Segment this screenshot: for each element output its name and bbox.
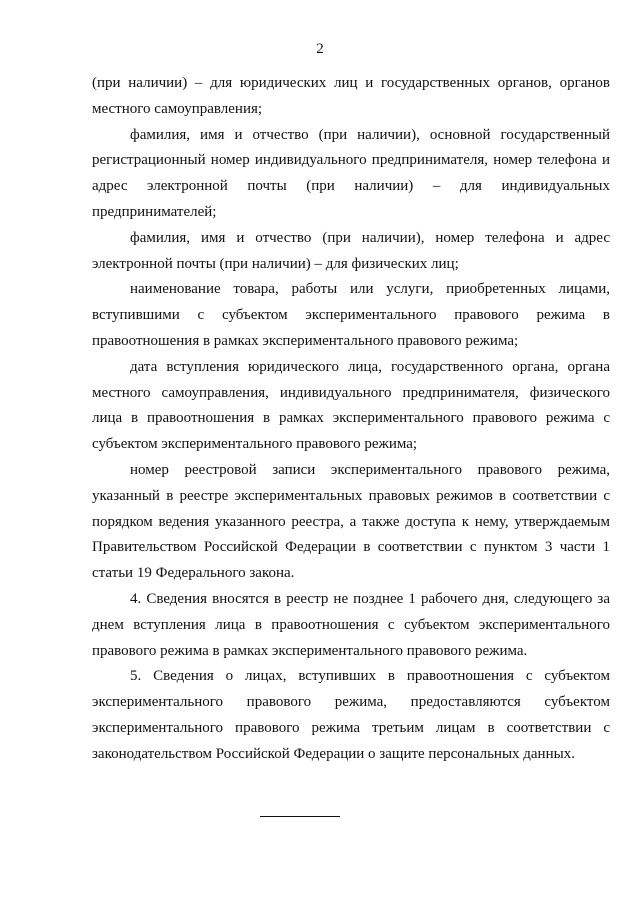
document-body (92, 71, 610, 768)
paragraph-5: дата вступления юридического лица, государственного органа, органа местного самоуправления, индивидуального предпринимателя, физического лица в правоотношения в рамках экспериментального правового режима с субъектом экспериментального правового режима; (92, 358, 610, 453)
page-number: 2 (316, 41, 324, 57)
paragraph-3: фамилия, имя и отчество (при наличии), номер телефона и адрес электронной почты (при наличии) – для физических лиц; (92, 229, 610, 272)
paragraph-1: (при наличии) – для юридических лиц и государственных органов, органов местного самоуправления; (92, 75, 610, 117)
paragraph-4: наименование товара, работы или услуги, приобретенных лицами, вступившими с субъектом экспериментального правового режима в правоотношения в рамках экспериментального правового режима; (92, 281, 610, 349)
paragraph-8: 5. Сведения о лицах, вступивших в правоотношения с субъектом экспериментального правового режима, предоставляются субъектом экспериментального правового режима третьим лицам в соответствии с законодательством Российской Федерации о защите персональных данных. (92, 668, 610, 762)
paragraph-2: фамилия, имя и отчество (при наличии), основной государственный регистрационный номер индивидуального предпринимателя, номер телефона и адрес электронной почты (при наличии) – для индивидуальных предпринимателей; (92, 126, 610, 220)
paragraph-6: номер реестровой записи экспериментального правового режима, указанный в реестре экспериментальных правовых режимов в соответствии с порядком ведения указанного реестра, а также доступа к нему, утверждаемым Правительством Российской Федерации в соответствии с пунктом 3 части 1 статьи 19 Федерального закона. (92, 461, 610, 582)
paragraph-7: 4. Сведения вносятся в реестр не позднее 1 рабочего дня, следующего за днем вступления лица в правоотношения с субъектом экспериментального правового режима в рамках экспериментального правового режима. (92, 590, 610, 659)
closing-divider (260, 816, 340, 817)
